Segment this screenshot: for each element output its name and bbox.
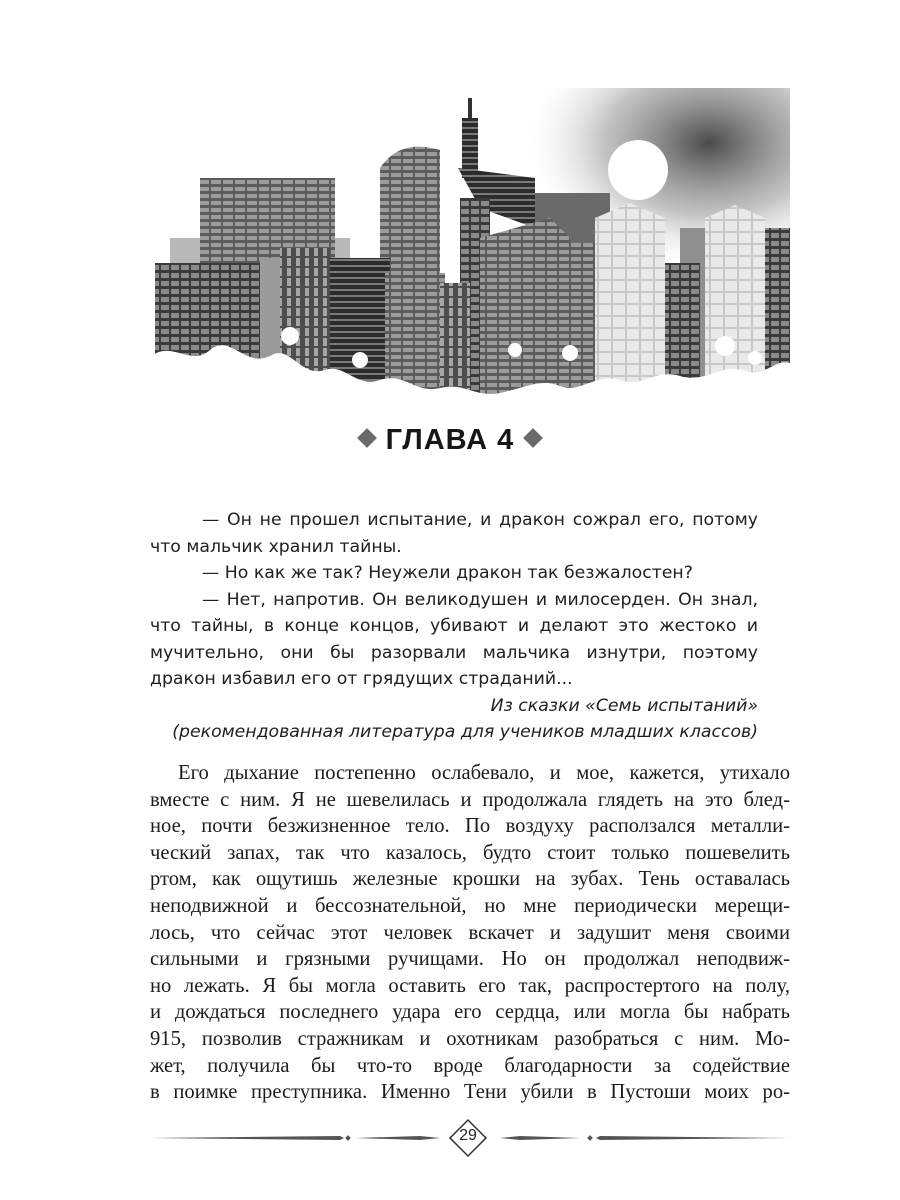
page-number: 29 xyxy=(459,1127,477,1144)
epigraph-source-note: (рекомендованная литература для учеников младших классов) xyxy=(172,722,758,742)
body-line: сильными и грязными ручищами. Но он продолжал неподвиж- xyxy=(150,948,790,971)
body-line: но лежать. Я бы могла оставить его так, распростертого на полу, xyxy=(150,974,790,997)
epigraph-paragraph: — Нет, напротив. Он великодушен и милосерден. Он знал, что тайны, в конце концов, убивают и делают это жестоко и мучительно, они бы разорвали мальчика изнутри, поэтому дракон избавил его от грядущих страданий... xyxy=(150,589,758,689)
chapter-heading xyxy=(0,424,900,457)
city-skyline-illustration xyxy=(150,88,790,420)
body-line: жет, получила бы что-то вроде благодарности за содействие xyxy=(150,1054,790,1077)
epigraph-paragraph: — Но как же так? Неужели дракон так безжалостен? xyxy=(202,563,693,583)
body-line: неподвижной и бессознательной, но мне периодически мерещи- xyxy=(150,894,790,917)
epigraph-paragraph: — Он не прошел испытание, и дракон сожрал его, потому что мальчик хранил тайны. xyxy=(150,510,758,557)
body-line: ное, почти безжизненное тело. По воздуху расползался металли- xyxy=(150,815,790,838)
body-line: ческий запах, так что казалось, будто стоит только пошевелить xyxy=(150,841,790,864)
epigraph xyxy=(150,507,758,746)
diamond-icon xyxy=(357,428,377,448)
body-text xyxy=(150,760,790,1106)
epigraph-source: Из сказки «Семь испытаний» xyxy=(490,695,758,716)
body-line: 915, позволив стражникам и охотникам разобраться с ним. Мо- xyxy=(150,1027,790,1050)
chapter-title: ГЛАВА 4 xyxy=(385,424,515,456)
diamond-icon xyxy=(523,428,543,448)
body-line: и дождаться последнего удара его сердца, или могла бы набрать xyxy=(150,1001,790,1024)
sun xyxy=(608,140,668,200)
body-line: Его дыхание постепенно ослабевало, и мое, кажется, утихало xyxy=(178,762,790,784)
body-line: вместе с ним. Я не шевелилась и продолжала глядеть на это блед- xyxy=(150,788,790,811)
body-line: лось, что сейчас этот человек вскачет и задушит меня своими xyxy=(150,921,790,944)
body-line: в поимке преступника. Именно Тени убили в Пустоши моих ро- xyxy=(150,1081,790,1104)
body-line: ртом, как ощутишь железные крошки на зубах. Тень оставалась xyxy=(150,868,790,891)
